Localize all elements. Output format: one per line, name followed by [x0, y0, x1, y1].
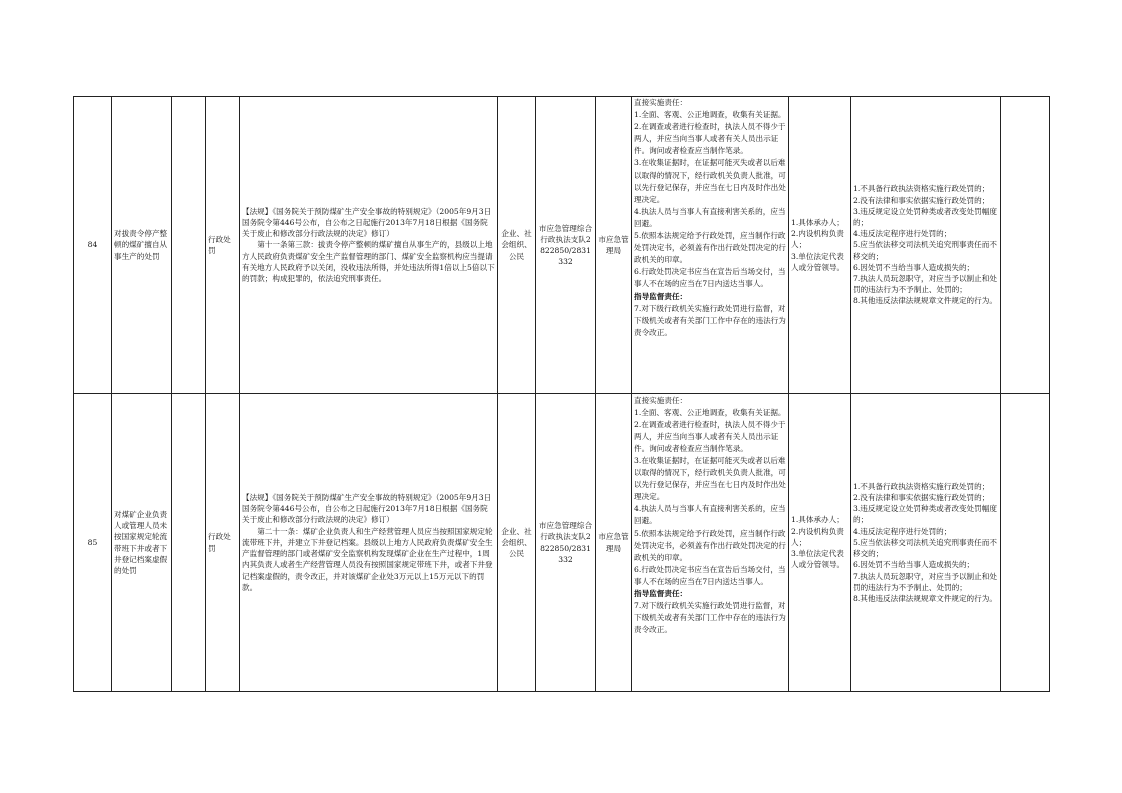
duty-guide-item: 7.对下级行政机关实施行政处罚进行监督，对下级机关或者有关部门工作中存在的违法行为责令改正。	[634, 601, 786, 635]
item-type: 行政处罚	[206, 97, 240, 394]
accountability-item: 5.应当依法移交司法机关追究刑事责任而不移交的；	[853, 240, 997, 261]
accountability	[851, 97, 1001, 394]
duty-subject-line: 3.单位法定代表人或分管领导。	[791, 549, 845, 570]
accountability-item: 1.不具备行政执法资格实施行政处罚的；	[853, 184, 990, 194]
duty-subjects	[789, 394, 851, 692]
table-row	[74, 394, 1050, 692]
target-subject: 企业、社会组织、公民	[498, 394, 536, 692]
duty-guide-item: 7.对下级行政机关实施行政处罚进行监督，对下级机关或者有关部门工作中存在的违法行为责令改正。	[634, 303, 786, 337]
duty-item: 4.执法人员与当事人有直接利害关系的，应当回避。	[634, 206, 786, 228]
implementing-dept: 市应急管理综合行政执法支队2822850/2831332	[536, 97, 596, 394]
basis-head: 【法规】《国务院关于预防煤矿生产安全事故的特别规定》（2005年9月3日国务院令第446号公布，自公布之日起施行2013年7月18日根据《国务院关于废止和修改部分行政法规的决定》修订）	[242, 493, 492, 525]
power-list-table	[73, 96, 1050, 692]
duty-item: 2.在调查或者进行检查时，执法人员不得少于两人，并应当向当事人或者有关人员出示证件。询问或者检查应当制作笔录。	[634, 419, 786, 453]
accountability-item: 8.其他违反法律法规规章文件规定的行为。	[853, 296, 997, 306]
accountability-item: 2.没有法律和事实依据实施行政处罚的；	[853, 493, 990, 503]
accountability-item: 8.其他违反法律法规规章文件规定的行为。	[853, 593, 997, 603]
accountability-item: 3.违反规定设立处罚种类或者改变处罚幅度的；	[853, 206, 997, 227]
duty-item: 1.全面、客观、公正地调查，收集有关证据。	[634, 110, 786, 120]
duty-subject-line: 2.内设机构负责人；	[791, 229, 844, 250]
duty-subject-line: 2.内设机构负责人；	[791, 526, 844, 547]
item-name: 对拔责令停产整顿的煤矿擅自从事生产的处罚	[112, 97, 172, 394]
item-name: 对煤矿企业负责人或管理人员未按国家规定轮流带班下井或者下井登记档案虚假的处罚	[112, 394, 172, 692]
duty-subject-line: 1.具体承办人；	[791, 515, 844, 525]
basis-body: 第二十一条：煤矿企业负责人和生产经营管理人员应当按照国家规定轮流带班下井，并建立下井登记档案。县级以上地方人民政府负责煤矿安全生产监督管理的部门或者煤矿安全监察机构发现煤矿企业在生产过程中，1周内其负责人或者生产经营管理人员没有按照国家规定带班下井，或者下井登记档案虚假的，责令改正，并对该煤矿企业处3万元以上15万元以下的罚款。	[242, 526, 493, 592]
duty-item: 3.在收集证据时，在证据可能灭失或者以后难以取得的情况下，经行政机关负责人批准，可以先行登记保存，并应当在七日内及时作出处理决定。	[634, 158, 786, 204]
accountability-item: 7.执法人员玩忽职守，对应当予以制止和处罚的违法行为不予制止、处罚的；	[853, 274, 997, 295]
duty-item: 5.依照本法规定给予行政处罚，应当制作行政处罚决定书，必须盖有作出行政处罚决定的行政机关的印章。	[634, 528, 786, 562]
basis-body: 第十一条第三款：拔责令停产整顿的煤矿擅自从事生产的，县级以上地方人民政府负责煤矿安全生产监督管理的部门、煤矿安全监察机构应当提请有关地方人民政府予以关闭，没收违法所得，并处违法所得1倍以上5倍以下的罚款；构成犯罪的，依法追究刑事责任。	[242, 240, 495, 283]
row-index: 85	[74, 394, 112, 692]
accountability-item: 4.违反法定程序进行处罚的；	[853, 526, 952, 536]
duty-subject-line: 1.具体承办人；	[791, 217, 844, 227]
accountability-item: 2.没有法律和事实依据实施行政处罚的；	[853, 195, 990, 205]
accountability-item: 6.因处罚不当给当事人造成损失的；	[853, 262, 975, 272]
duty-direct-head: 直接实施责任：	[634, 98, 688, 107]
accountability-item: 3.违反规定设立处罚种类或者改变处罚幅度的；	[853, 504, 997, 525]
legal-basis	[240, 97, 498, 394]
duty-item: 4.执法人员与当事人有直接利害关系的，应当回避。	[634, 504, 786, 526]
accountability-item: 4.违反法定程序进行处罚的；	[853, 229, 952, 239]
duty-direct-head: 直接实施责任：	[634, 395, 688, 405]
empty-cell	[172, 394, 206, 692]
duty-cell	[632, 394, 789, 692]
duty-guide-head: 指导监督责任：	[634, 589, 688, 598]
accountability-item: 6.因处罚不当给当事人造成损失的；	[853, 560, 975, 570]
implementing-dept: 市应急管理综合行政执法支队2822850/2831332	[536, 394, 596, 692]
remarks-cell	[1001, 97, 1050, 394]
duty-item: 2.在调查或者进行检查时，执法人员不得少于两人，并应当向当事人或者有关人员出示证件。询问或者检查应当制作笔录。	[634, 122, 786, 156]
responsible-agency: 市应急管理局	[596, 97, 632, 394]
accountability	[851, 394, 1001, 692]
duty-subject-line: 3.单位法定代表人或分管领导。	[791, 251, 845, 272]
duty-item: 1.全面、客观、公正地调查，收集有关证据。	[634, 407, 786, 417]
duty-cell	[632, 97, 789, 394]
responsible-agency: 市应急管理局	[596, 394, 632, 692]
target-subject: 企业、社会组织、公民	[498, 97, 536, 394]
empty-cell	[172, 97, 206, 394]
basis-head: 【法规】《国务院关于预防煤矿生产安全事故的特别规定》（2005年9月3日国务院令第446号公布，自公布之日起施行2013年7月18日根据《国务院关于废止和修改部分行政法规的决定》修订）	[242, 206, 492, 239]
accountability-item: 1.不具备行政执法资格实施行政处罚的；	[853, 481, 990, 491]
row-index: 84	[74, 97, 112, 394]
table-row	[74, 97, 1050, 394]
item-type: 行政处罚	[206, 394, 240, 692]
duty-item: 6.行政处罚决定书应当在宣告后当场交付，当事人不在场的应当在7日内送达当事人。	[634, 267, 786, 289]
legal-basis	[240, 394, 498, 692]
accountability-item: 7.执法人员玩忽职守，对应当予以制止和处罚的违法行为不予制止、处罚的；	[853, 571, 997, 592]
accountability-item: 5.应当依法移交司法机关追究刑事责任而不移交的；	[853, 537, 997, 559]
duty-item: 6.行政处罚决定书应当在宣告后当场交付，当事人不在场的应当在7日内送达当事人。	[634, 564, 786, 586]
remarks-cell	[1001, 394, 1050, 692]
duty-item: 5.依照本法规定给予行政处罚，应当制作行政处罚决定书，必须盖有作出行政处罚决定的行政机关的印章。	[634, 231, 786, 265]
duty-guide-head: 指导监督责任：	[634, 291, 688, 301]
duty-subjects	[789, 97, 851, 394]
duty-item: 3.在收集证据时，在证据可能灭失或者以后难以取得的情况下，经行政机关负责人批准，可以先行登记保存，并应当在七日内及时作出处理决定。	[634, 455, 786, 502]
